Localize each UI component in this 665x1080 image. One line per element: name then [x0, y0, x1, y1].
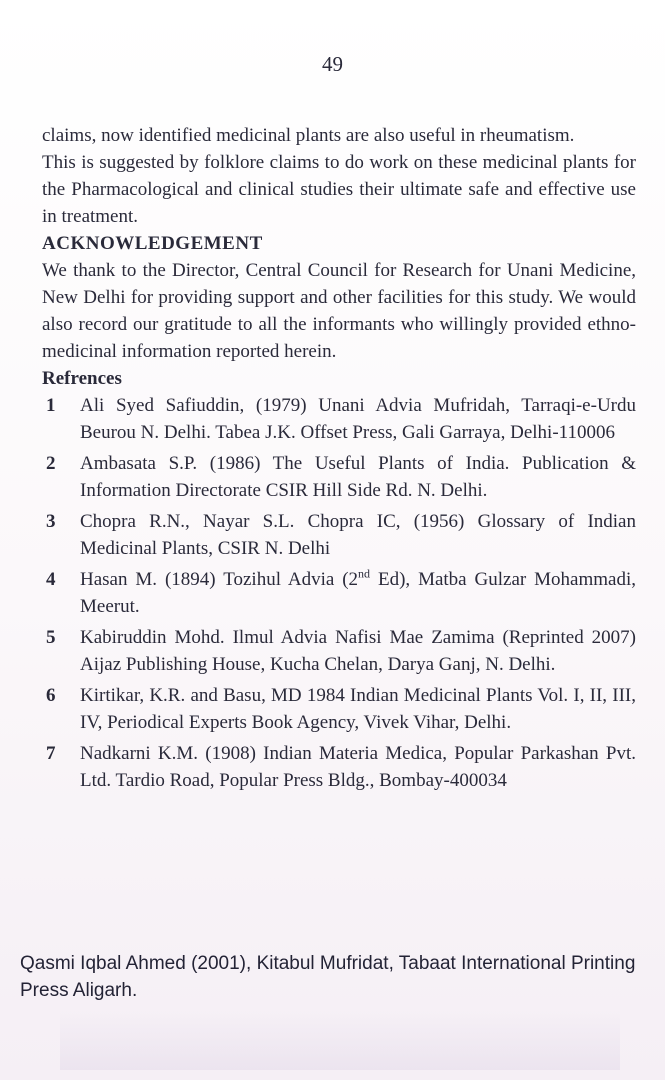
reference-number: 6	[46, 685, 56, 706]
reference-text: Nadkarni K.M. (1908) Indian Materia Medica, Popular Parkashan Pvt. Ltd. Tardio Road, Popular Press Bldg., Bombay-400034	[80, 743, 636, 791]
references-heading: Refrences	[42, 368, 122, 389]
paragraph-rheumatism: claims, now identified medicinal plants are also useful in rheumatism.	[42, 125, 575, 146]
references-list	[42, 392, 636, 794]
reference-item	[42, 566, 636, 620]
reference-text: Kirtikar, K.R. and Basu, MD 1984 Indian Medicinal Plants Vol. I, II, III, IV, Periodical Experts Book Agency, Vivek Vihar, Delhi.	[80, 685, 636, 733]
page-number: 49	[322, 52, 343, 76]
reference-number: 4	[46, 569, 56, 590]
reference-text: Ali Syed Safiuddin, (1979) Unani Advia Mufridah, Tarraqi-e-Urdu Beurou N. Delhi. Tabea J.K. Offset Press, Gali Garraya, Delhi-110006	[80, 395, 636, 443]
reference-number: 1	[46, 395, 56, 416]
reference-text-before: Hasan M. (1894) Tozihul Advia (2	[80, 569, 359, 590]
reference-number: 7	[46, 743, 56, 764]
reference-text	[80, 566, 636, 620]
reference-text: Kabiruddin Mohd. Ilmul Advia Nafisi Mae Zamima (Reprinted 2007) Aijaz Publishing House, Kucha Chelan, Darya Ganj, N. Delhi.	[80, 627, 636, 675]
reference-item	[42, 392, 636, 446]
reference-number: 3	[46, 511, 56, 532]
paragraph-folklore: This is suggested by folklore claims to do work on these medicinal plants for the Pharmacological and clinical studies their ultimate safe and effective use in treatment.	[42, 152, 636, 227]
acknowledgement-text: We thank to the Director, Central Council for Research for Unani Medicine, New Delhi for providing support and other facilities for this study. We would also record our gratitude to all the informants who willingly provided ethno-medicinal information reported herein.	[42, 260, 636, 362]
reference-item	[42, 740, 636, 794]
show-through-shading	[60, 1010, 620, 1070]
acknowledgement-heading: ACKNOWLEDGEMENT	[42, 233, 263, 254]
reference-item	[42, 624, 636, 678]
reference-text: Chopra R.N., Nayar S.L. Chopra IC, (1956) Glossary of Indian Medicinal Plants, CSIR N. Delhi	[80, 511, 636, 559]
reference-item	[42, 682, 636, 736]
additional-reference: Qasmi Iqbal Ahmed (2001), Kitabul Mufridat, Tabaat International Printing Press Aligarh.	[20, 953, 636, 1001]
reference-item	[42, 508, 636, 562]
body-text	[42, 122, 636, 798]
reference-number: 5	[46, 627, 56, 648]
reference-number: 2	[46, 453, 56, 474]
reference-text-after: Ed), Matba Gulzar Mohammadi, Meerut.	[80, 569, 637, 617]
reference-item	[42, 450, 636, 504]
reference-text: Ambasata S.P. (1986) The Useful Plants of India. Publication & Information Directorate CSIR Hill Side Rd. N. Delhi.	[80, 453, 636, 501]
ordinal-superscript: nd	[358, 566, 371, 581]
